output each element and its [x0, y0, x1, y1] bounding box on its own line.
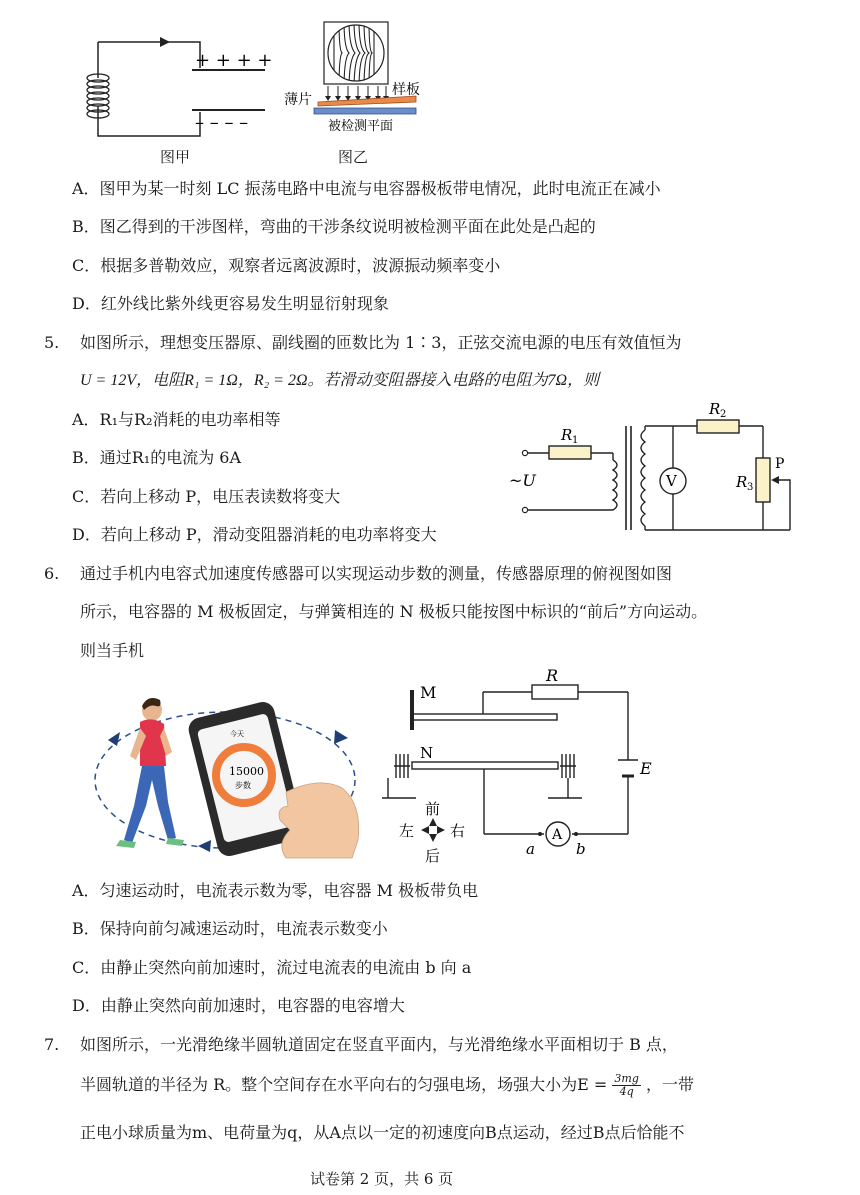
- label-r2: R: [709, 400, 721, 418]
- q7-stem-2a: 半圆轨道的半径为 R。整个空间存在水平向右的匀强电场，场强大小为E =: [80, 1075, 608, 1094]
- q4-option-b: B．图乙得到的干涉图样，弯曲的干涉条纹说明被检测平面在此处是凸起的: [72, 217, 596, 236]
- label-ammeter: A: [552, 827, 563, 843]
- label-surface: 被检测平面: [328, 119, 394, 134]
- q6-stem-2: 所示，电容器的 M 极板固定，与弹簧相连的 N 极板只能按图中标识的“前后”方向运动。: [80, 602, 708, 621]
- label-b: b: [576, 840, 586, 858]
- q7-stem-3: 正电小球质量为m、电荷量为q，从A点以一定的初速度向B点运动，经过B点后恰能不: [80, 1123, 685, 1142]
- plus-signs: + + + +: [195, 50, 273, 71]
- q5-option-b: B．通过R₁的电流为 6A: [72, 448, 242, 467]
- q7-fraction: [612, 1073, 640, 1098]
- q5-number: 5.: [44, 333, 60, 352]
- figure-jia-lc-circuit: [80, 28, 280, 143]
- dir-back: 后: [425, 847, 441, 865]
- walking-person: [116, 698, 184, 848]
- q4-option-d: D．红外线比紫外线更容易发生明显衍射现象: [72, 294, 389, 313]
- current-arrow: [160, 37, 170, 47]
- label-sample: 样板: [392, 82, 420, 98]
- label-r2-sub: 2: [720, 409, 727, 420]
- label-p: P: [775, 456, 785, 472]
- label-r3: R: [736, 473, 748, 491]
- phone-steps-value: 15000: [229, 765, 264, 778]
- dir-front: 前: [425, 800, 441, 818]
- q5-option-d: D．若向上移动 P，滑动变阻器消耗的电功率将变大: [72, 525, 437, 544]
- q6-stem-3: 则当手机: [80, 641, 145, 660]
- phone-steps-unit: 步数: [235, 781, 251, 790]
- minus-signs: – – – –: [195, 112, 249, 133]
- figure-yi-interference: [282, 20, 432, 142]
- label-m: M: [420, 683, 437, 702]
- q7-stem-2: [80, 1073, 694, 1098]
- label-r: R: [546, 668, 559, 685]
- q4-option-a: A．图甲为某一时刻 LC 振荡电路中电流与电容器极板带电情况，此时电流正在减小: [72, 179, 661, 198]
- q5-option-c: C．若向上移动 P，电压表读数将变大: [72, 487, 341, 506]
- q5-option-a: A．R₁与R₂消耗的电功率相等: [72, 410, 281, 429]
- q4-option-c: C．根据多普勒效应，观察者远离波源时，波源振动频率变小: [72, 256, 501, 275]
- label-e: E: [640, 759, 652, 778]
- page-footer: 试卷第 2 页，共 6 页: [310, 1170, 454, 1188]
- figure-jia-caption: 图甲: [160, 148, 191, 166]
- q7-stem-2b: ，一带: [645, 1075, 694, 1094]
- q5-stem-2: U = 12V，电阻R₁ = 1Ω，R₂ = 2Ω。若滑动变阻器接入电路的电阻为7Ω，则: [80, 372, 600, 389]
- dir-right: 右: [450, 822, 466, 840]
- q7-number: 7.: [44, 1035, 60, 1054]
- q7-fraction-num: 3mg: [614, 1072, 639, 1085]
- label-u: ~U: [509, 471, 536, 490]
- figure-transformer-circuit: [505, 398, 805, 538]
- label-r1-sub: 1: [572, 435, 579, 446]
- figure-walking-phone: [90, 680, 380, 865]
- q6-option-a: A．匀速运动时，电流表示数为零，电容器 M 极板带负电: [72, 881, 479, 900]
- label-v: V: [666, 472, 677, 490]
- q7-fraction-den: 4q: [619, 1085, 634, 1098]
- q6-stem-1: 通过手机内电容式加速度传感器可以实现运动步数的测量，传感器原理的俯视图如图: [80, 564, 673, 583]
- q6-option-d: D．由静止突然向前加速时，电容器的电容增大: [72, 996, 405, 1015]
- dir-left: 左: [399, 822, 415, 840]
- label-r1: R: [561, 426, 573, 444]
- label-thin: 薄片: [284, 92, 312, 108]
- figure-sensor-circuit: [380, 668, 665, 868]
- label-a: a: [526, 840, 535, 858]
- label-r3-sub: 3: [747, 482, 754, 493]
- phone-top-label: 今天: [230, 730, 244, 738]
- q7-stem-1: 如图所示，一光滑绝缘半圆轨道固定在竖直平面内，与光滑绝缘水平面相切于 B 点，: [80, 1035, 678, 1054]
- q6-option-b: B．保持向前匀减速运动时，电流表示数变小: [72, 919, 388, 938]
- q6-option-c: C．由静止突然向前加速时，流过电流表的电流由 b 向 a: [72, 958, 472, 977]
- label-n: N: [420, 744, 434, 762]
- q5-stem-1: 如图所示，理想变压器原、副线圈的匝数比为 1∶3，正弦交流电源的电压有效值恒为: [80, 333, 682, 352]
- q6-number: 6.: [44, 564, 60, 583]
- figure-yi-caption: 图乙: [338, 148, 369, 166]
